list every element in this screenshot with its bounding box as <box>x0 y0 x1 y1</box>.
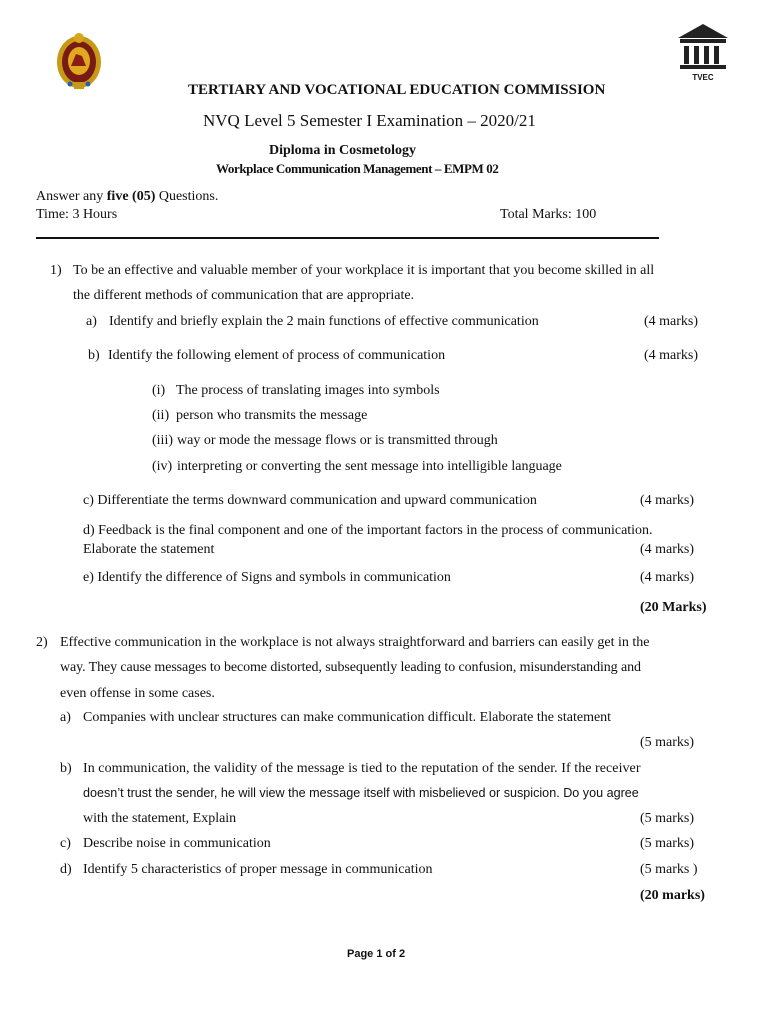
q2-stem-line2: way. They cause messages to become distorted, subsequently leading to confusion, misunderstanding and <box>60 660 641 675</box>
total-marks: Total Marks: 100 <box>500 207 597 222</box>
q1b-item-3: (iii) way or mode the message flows or is transmitted through <box>152 433 498 448</box>
q1b-item-4: (iv) interpreting or converting the sent message into intelligible language <box>152 459 562 474</box>
q1b-item-1: (i) The process of translating images into symbols <box>152 383 440 398</box>
q1d-line2: Elaborate the statement <box>83 542 215 557</box>
exam-title: NVQ Level 5 Semester I Examination – 2020/21 <box>203 111 536 130</box>
q2-total-marks: (20 marks) <box>640 888 705 903</box>
q2a-text: Companies with unclear structures can make communication difficult. Elaborate the statement <box>83 710 612 725</box>
q2c-label: c) <box>60 836 71 851</box>
q2a-marks: (5 marks) <box>640 735 695 750</box>
tvec-label: TVEC <box>692 73 714 82</box>
q1e-text: e) Identify the difference of Signs and symbols in communication <box>83 570 451 585</box>
q2b-label: b) <box>60 761 72 776</box>
page-number: Page 1 of 2 <box>347 948 406 960</box>
q2d-text: Identify 5 characteristics of proper message in communication <box>83 862 433 877</box>
q2d-marks: (5 marks ) <box>640 862 698 877</box>
q2-stem-line3: even offense in some cases. <box>60 686 215 701</box>
q1b-label: b) <box>88 348 100 363</box>
q1b-marks: (4 marks) <box>644 348 699 363</box>
module-title: Workplace Communication Management – EMPM 02 <box>216 161 499 176</box>
tvec-logo <box>676 22 730 82</box>
sri-lanka-emblem-icon <box>54 28 104 92</box>
q2b-line3: with the statement, Explain <box>83 811 237 826</box>
q1-number: 1) <box>50 263 62 278</box>
q1a-label: a) <box>86 314 97 329</box>
building-icon <box>676 22 730 70</box>
q1a-marks: (4 marks) <box>644 314 699 329</box>
q1c-text: c) Differentiate the terms downward communication and upward communication <box>83 493 537 508</box>
header-divider <box>36 237 659 239</box>
q1b-text: Identify the following element of process of communication <box>108 348 446 363</box>
q1c-marks: (4 marks) <box>640 493 695 508</box>
q1-stem-line2: the different methods of communication that are appropriate. <box>73 288 415 303</box>
q1-stem-line1: To be an effective and valuable member of your workplace it is important that you become skilled in all <box>73 263 655 278</box>
commission-title: TERTIARY AND VOCATIONAL EDUCATION COMMISSION <box>188 82 606 98</box>
q2b-marks: (5 marks) <box>640 811 695 826</box>
q2c-text: Describe noise in communication <box>83 836 271 851</box>
q1d-marks: (4 marks) <box>640 542 695 557</box>
time-allowed: Time: 3 Hours <box>36 207 118 222</box>
q2c-marks: (5 marks) <box>640 836 695 851</box>
q2d-label: d) <box>60 862 72 877</box>
q2-stem-line1: Effective communication in the workplace is not always straightforward and barriers can easily get in the <box>60 635 650 650</box>
q2b-line1: In communication, the validity of the message is tied to the reputation of the sender. If the receiver <box>83 761 641 776</box>
q1-total-marks: (20 Marks) <box>640 600 707 615</box>
q1b-item-2: (ii) person who transmits the message <box>152 408 368 423</box>
q1e-marks: (4 marks) <box>640 570 695 585</box>
q2a-label: a) <box>60 710 71 725</box>
q1d-line1: d) Feedback is the final component and one of the important factors in the process of communication. <box>83 523 653 538</box>
q2-number: 2) <box>36 635 48 650</box>
diploma-title: Diploma in Cosmetology <box>269 143 416 158</box>
answer-instruction: Answer any five (05) Questions. <box>36 189 219 204</box>
q2b-line2: doesn’t trust the sender, he will view the message itself with misbelieved or suspicion. Do you agree <box>83 786 639 800</box>
q1a-text: Identify and briefly explain the 2 main functions of effective communication <box>109 314 539 329</box>
